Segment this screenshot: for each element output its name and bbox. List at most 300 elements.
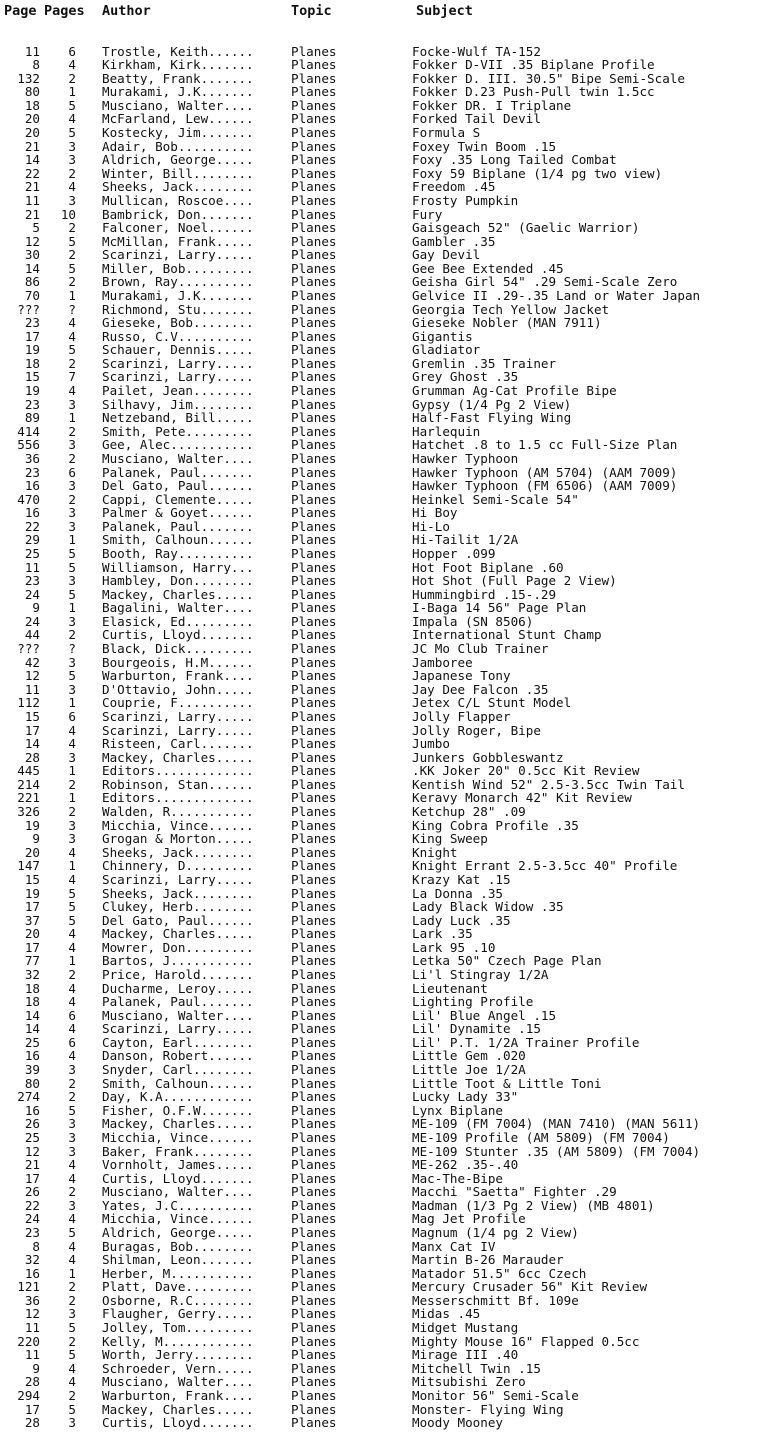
page-count: 4 [68,1048,76,1064]
subject: Hi-Lo [412,518,450,534]
table-row [0,343,757,357]
author: Musciano, Walter.... [102,98,254,113]
table-row [0,58,757,72]
table-row [0,954,757,968]
page-count: 5 [68,125,76,140]
author: Buragas, Bob........ [102,1239,254,1254]
page-number: 36 [24,450,40,466]
table-row [0,1145,757,1159]
table-row [0,221,757,235]
table-row [0,1389,757,1403]
author: Booth, Ray.......... [102,547,254,561]
subject: Mag Jet Profile [412,1211,526,1227]
subject: Gladiator [412,342,481,358]
header-author: Author [102,3,151,19]
author: Murakami, J.K....... [102,288,254,303]
topic: Planes [291,315,337,331]
page-count: 3 [68,817,76,833]
subject: Li'l Stingray 1/2A [412,966,549,982]
header-page: Page [4,3,37,19]
page-number: 24 [24,586,40,602]
table-row [0,724,757,738]
page-number: 32 [24,1252,40,1268]
page-number: 17 [24,1401,40,1417]
page-number: 16 [24,505,40,521]
topic: Planes [291,586,337,602]
page-count: 2 [68,274,76,290]
topic: Planes [291,57,337,73]
author: Baker, Frank........ [102,1144,254,1159]
table-row [0,208,757,222]
author: Robinson, Stan...... [102,777,254,792]
table-row [0,737,757,751]
topic: Planes [291,1292,337,1308]
author: Del Gato, Paul...... [102,913,254,928]
topic: Planes [291,885,337,901]
author: Scarinzi, Larry..... [102,356,254,371]
page-number: 16 [24,1048,40,1064]
page-count: 2 [68,1089,76,1105]
table-row [0,1267,757,1281]
page-count: 3 [68,518,76,534]
author: Editors............. [102,764,254,778]
subject: Gypsy (1/4 Pg 2 View) [412,396,572,412]
page-number: 29 [24,532,40,548]
author: Micchia, Vince...... [102,1212,254,1226]
table-row [0,520,757,534]
page-count: 5 [68,586,76,602]
page-count: 1 [68,410,76,426]
author: Russo, C.V.......... [102,329,254,344]
page-number: 19 [24,342,40,358]
table-row [0,438,757,452]
table-row [0,832,757,846]
page-number: 25 [24,1034,40,1050]
author: Beatty, Frank....... [102,71,254,86]
table-row [0,479,757,493]
table-row [0,1307,757,1321]
topic: Planes [291,546,337,561]
page-count: 2 [68,450,76,466]
table-row [0,112,757,126]
subject: Grey Ghost .35 [412,369,519,385]
page-count: 3 [68,1306,76,1322]
author: Warburton, Frank.... [102,669,254,683]
topic: Planes [291,518,337,534]
subject: Little Joe 1/2A [412,1062,526,1077]
page-count: 4 [68,383,76,398]
table-row [0,805,757,819]
subject: Moody Mooney [412,1415,503,1431]
topic: Planes [291,1129,337,1145]
page-count: 1 [68,953,76,969]
subject: Fury [412,206,443,222]
author: Elasick, Ed......... [102,614,254,629]
table-row [0,941,757,955]
topic: Planes [291,1184,337,1200]
page-count: 4 [68,980,76,996]
subject: Mitchell Twin .15 [412,1360,541,1376]
author: Pailet, Jean........ [102,384,254,398]
subject: Little Gem .020 [412,1048,526,1064]
table-row [0,1416,757,1430]
page-number: 121 [17,1279,40,1295]
page-count: 2 [68,776,76,792]
author: Editors............. [102,791,254,805]
topic: Planes [291,1021,337,1037]
subject: Hot Shot (Full Page 2 View) [412,573,617,589]
subject: ME-109 (FM 7004) (MAN 7410) (MAN 5611) [412,1116,701,1132]
table-row [0,710,757,724]
author: Palanek, Paul....... [102,519,254,534]
page-number: 28 [24,1374,40,1390]
subject: Jolly Roger, Bipe [412,722,541,738]
page-number: 445 [17,763,40,779]
table-row [0,425,757,439]
author: Fisher, O.F.W....... [102,1103,254,1118]
page-count: 6 [68,43,76,59]
author: Snyder, Carl........ [102,1063,254,1077]
page-count: 5 [68,1102,76,1118]
page-number: 18 [24,994,40,1010]
subject: Manx Cat IV [412,1238,496,1254]
page-count: 4 [68,328,76,344]
topic: Planes [291,627,337,643]
subject: King Sweep [412,831,488,847]
table-row [0,1063,757,1077]
topic: Planes [291,573,337,589]
subject: Fokker D.23 Push-Pull twin 1.5cc [412,84,655,100]
page-number: 23 [24,573,40,589]
author: Scarinzi, Larry..... [102,872,254,887]
author: Aldrich, George..... [102,1226,254,1240]
page-count: 2 [68,491,76,507]
table-row [0,99,757,113]
topic: Planes [291,613,337,629]
author: Kostecky, Jim....... [102,126,254,140]
page-number: 24 [24,613,40,629]
subject: Mighty Mouse 16" Flapped 0.5cc [412,1333,640,1349]
page-number: 112 [17,695,40,711]
page-count: 3 [68,1143,76,1159]
page-count: ? [68,301,76,317]
topic: Planes [291,1279,337,1295]
topic: Planes [291,654,337,670]
topic: Planes [291,749,337,765]
subject: Mirage III .40 [412,1347,519,1363]
subject: Jetex C/L Stunt Model [412,695,572,711]
subject: Jolly Flapper [412,708,511,724]
topic: Planes [291,1034,337,1050]
topic: Planes [291,1048,337,1064]
page-count: 2 [68,220,76,235]
table-row [0,262,757,276]
topic: Planes [291,532,337,548]
page-number: 36 [24,1292,40,1308]
author: Grogan & Morton..... [102,832,254,846]
page-count: 5 [68,342,76,358]
page-count: 3 [68,1415,76,1431]
page-number: 14 [24,152,40,168]
topic: Planes [291,328,337,344]
author: Gee, Alec........... [102,438,254,452]
table-row [0,574,757,588]
subject: Hot Foot Biplane .60 [412,559,564,575]
page-number: 8 [32,1238,40,1254]
page-count: 3 [68,831,76,847]
topic: Planes [291,1401,337,1417]
topic: Planes [291,260,337,276]
table-row [0,167,757,181]
topic: Planes [291,1170,337,1186]
table-row [0,791,757,805]
author: Scarinzi, Larry..... [102,370,254,384]
topic: Planes [291,369,337,385]
author: Bartos, J........... [102,954,254,968]
author: Bourgeois, H.M...... [102,655,254,670]
author: Sheeks, Jack........ [102,886,254,901]
table-row [0,669,757,683]
page-count: 3 [68,396,76,412]
page-count: 5 [68,899,76,914]
subject: JC Mo Club Trainer [412,641,549,656]
author: Warburton, Frank.... [102,1388,254,1403]
table-row [0,452,757,466]
author: Flaugher, Gerry..... [102,1307,254,1321]
subject: Hawker Typhoon (AM 5704) (AAM 7009) [412,464,678,480]
page-count: 3 [68,138,76,154]
author: Couprie, F.......... [102,696,254,710]
author: Worth, Jerry........ [102,1348,254,1362]
topic: Planes [291,1007,337,1023]
author: Winter, Bill........ [102,166,254,181]
topic: Planes [291,681,337,697]
subject: Focke-Wulf TA-152 [412,43,541,59]
page-count: 2 [68,1075,76,1091]
author: Brown, Ray.......... [102,275,254,289]
page-count: 1 [68,790,76,806]
page-count: 6 [68,464,76,480]
page-number: 12 [24,233,40,249]
page-number: 32 [24,966,40,982]
page-count: 4 [68,1252,76,1268]
table-row [0,601,757,615]
subject: Freedom .45 [412,179,496,195]
header-topic: Topic [291,3,332,19]
page-number: 220 [17,1333,40,1349]
subject: Lark .35 [412,926,473,942]
topic: Planes [291,668,337,684]
table-row [0,1362,757,1376]
topic: Planes [291,410,337,426]
page-count: 4 [68,1157,76,1173]
page-number: 25 [24,546,40,561]
page-count: 6 [68,708,76,724]
author: Silhavy, Jim........ [102,397,254,412]
subject: Matador 51.5" 6cc Czech [412,1265,587,1281]
author: Mackey, Charles..... [102,1117,254,1131]
page-count: 2 [68,1184,76,1200]
topic: Planes [291,70,337,86]
author: Schroeder, Vern..... [102,1361,254,1376]
subject: Half-Fast Flying Wing [412,410,572,426]
table-row [0,303,757,317]
author: Price, Harold....... [102,967,254,982]
page-number: 20 [24,111,40,127]
table-row [0,1375,757,1389]
page-number: 19 [24,383,40,398]
page-count: 3 [68,478,76,494]
table-row [0,1321,757,1335]
page-count: 3 [68,152,76,168]
page-number: ??? [17,301,40,317]
page-number: 8 [32,57,40,73]
topic: Planes [291,165,337,181]
author: Mackey, Charles..... [102,1402,254,1417]
topic: Planes [291,1347,337,1363]
table-row [0,275,757,289]
author: Clukey, Herb........ [102,900,254,914]
author: Black, Dick......... [102,642,254,656]
author: McFarland, Lew...... [102,112,254,126]
author: Williamson, Harry... [102,560,254,575]
subject: ME-109 Profile (AM 5809) (FM 7004) [412,1129,670,1145]
table-row [0,506,757,520]
topic: Planes [291,192,337,208]
topic: Planes [291,464,337,480]
table-row [0,1294,757,1308]
author: Schauer, Dennis..... [102,343,254,357]
page-number: 11 [24,559,40,575]
author: Musciano, Walter.... [102,1185,254,1199]
table-row [0,914,757,928]
topic: Planes [291,1211,337,1227]
topic: Planes [291,817,337,833]
table-row [0,547,757,561]
table-row [0,859,757,873]
topic: Planes [291,899,337,914]
table-row [0,561,757,575]
author: Micchia, Vince...... [102,818,254,833]
subject: I-Baga 14 56" Page Plan [412,600,587,616]
subject: Frosty Pumpkin [412,192,519,208]
page-number: 17 [24,722,40,738]
table-row [0,995,757,1009]
table-row [0,1077,757,1091]
page-number: 25 [24,1129,40,1145]
page-count: 5 [68,260,76,276]
table-row [0,235,757,249]
topic: Planes [291,1238,337,1254]
author: Jolley, Tom......... [102,1321,254,1335]
subject: Gieseke Nobler (MAN 7911) [412,315,602,331]
page-count: 2 [68,423,76,439]
table-row [0,1403,757,1417]
subject: Foxy 59 Biplane (1/4 pg two view) [412,165,663,181]
topic: Planes [291,97,337,113]
subject: Fokker DR. I Triplane [412,97,572,113]
subject: Midget Mustang [412,1320,519,1335]
subject: Gay Devil [412,247,481,263]
table-row [0,1199,757,1213]
page-number: 18 [24,97,40,113]
table-row [0,1117,757,1131]
page-count: 1 [68,287,76,303]
topic: Planes [291,1252,337,1268]
author: Curtis, Lloyd....... [102,1171,254,1186]
subject: Jumbo [412,736,450,752]
topic: Planes [291,871,337,887]
author: Ducharme, Leroy..... [102,981,254,996]
subject: Gremlin .35 Trainer [412,355,557,371]
author: Day, K.A............ [102,1090,254,1104]
table-row [0,1348,757,1362]
topic: Planes [291,953,337,969]
page-count: 4 [68,111,76,127]
topic: Planes [291,912,337,928]
page-count: 4 [68,736,76,752]
page-count: 1 [68,600,76,616]
page-number: 9 [32,600,40,616]
author: Shilman, Leon....... [102,1253,254,1267]
page-number: 18 [24,355,40,371]
topic: Planes [291,84,337,100]
subject: Fokker D. III. 30.5" Bipe Semi-Scale [412,70,685,86]
author: Herber, M........... [102,1266,254,1281]
author: Del Gato, Paul...... [102,479,254,493]
topic: Planes [291,1075,337,1091]
subject: Jamboree [412,654,473,670]
page-count: 1 [68,1265,76,1281]
page-count: ? [68,641,76,656]
page-number: 14 [24,1021,40,1037]
page-count: 3 [68,192,76,208]
page-number: 147 [17,858,40,874]
page-number: 70 [24,287,40,303]
table-row [0,1036,757,1050]
author: McMillan, Frank..... [102,234,254,249]
subject: Midas .45 [412,1306,481,1322]
topic: Planes [291,994,337,1010]
table-row [0,411,757,425]
table-row [0,1158,757,1172]
page-number: 12 [24,1143,40,1159]
topic: Planes [291,125,337,140]
page-count: 3 [68,749,76,765]
page-number: 16 [24,478,40,494]
table-row [0,1185,757,1199]
table-row [0,384,757,398]
page-count: 4 [68,1374,76,1390]
table-row [0,683,757,697]
page-number: 11 [24,681,40,697]
page-number: 23 [24,464,40,480]
page-count: 1 [68,858,76,874]
header-pages: Pages [44,3,85,19]
author: Vornholt, James..... [102,1158,254,1172]
topic: Planes [291,763,337,779]
page-number: 21 [24,1157,40,1173]
table-row [0,1009,757,1023]
author: Palanek, Paul....... [102,995,254,1009]
page-number: 221 [17,790,40,806]
subject: Grumman Ag-Cat Profile Bipe [412,383,617,398]
page-count: 5 [68,546,76,561]
page-count: 4 [68,926,76,942]
table-row [0,846,757,860]
subject: Lark 95 .10 [412,939,496,955]
page-count: 2 [68,627,76,643]
